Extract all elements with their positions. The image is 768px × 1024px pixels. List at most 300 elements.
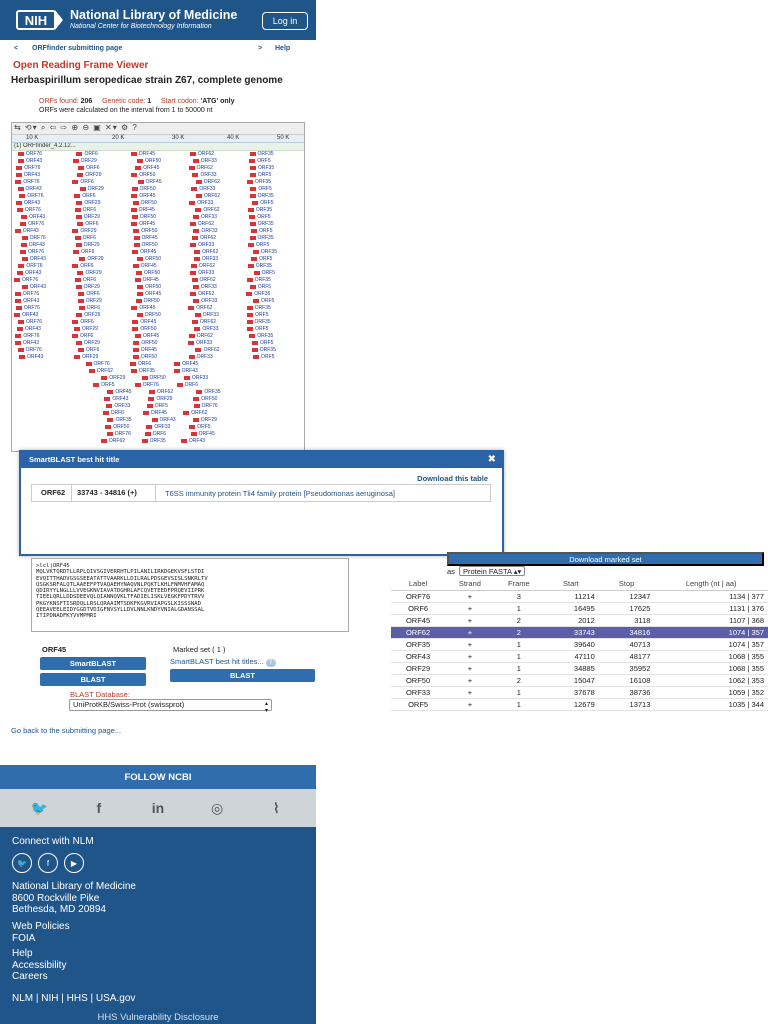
orf-feature[interactable]	[16, 263, 42, 269]
orf-feature[interactable]	[130, 214, 156, 220]
orf-feature[interactable]	[135, 158, 161, 164]
orf-feature[interactable]	[102, 396, 128, 402]
orf-feature[interactable]	[192, 403, 218, 409]
orf-feature[interactable]	[247, 333, 273, 339]
orf-feature[interactable]	[75, 221, 98, 227]
web-policies-link[interactable]: Web Policies	[12, 921, 70, 932]
orf-feature[interactable]	[189, 263, 215, 269]
rss-icon[interactable]: ⌇	[272, 799, 280, 816]
orf-feature[interactable]	[70, 263, 93, 269]
orf-feature-label: ORF33	[201, 228, 218, 234]
orf-feature[interactable]	[193, 312, 219, 318]
help-icon[interactable]: ?	[266, 659, 276, 667]
orf-arrow-icon	[78, 166, 84, 170]
viewer-track-label: (1) ORFfinder_4.2.12...	[12, 143, 304, 151]
orf-feature[interactable]	[191, 298, 217, 304]
orf-feature[interactable]	[140, 438, 166, 444]
orf-feature-label: ORF76	[25, 347, 42, 353]
orf-feature[interactable]	[71, 158, 97, 164]
orf-feature[interactable]	[134, 270, 160, 276]
orf-feature[interactable]	[18, 221, 44, 227]
orf-feature[interactable]	[179, 438, 205, 444]
orf-feature[interactable]	[74, 151, 97, 157]
orf-feature[interactable]	[250, 200, 273, 206]
column-header[interactable]: Length (nt | aa)	[654, 577, 768, 590]
orf-feature[interactable]	[191, 417, 217, 423]
orf-feature[interactable]	[131, 347, 157, 353]
orf-feature[interactable]	[187, 333, 213, 339]
orf-feature[interactable]	[193, 207, 219, 213]
orf-feature[interactable]	[188, 270, 214, 276]
orf-feature[interactable]	[249, 256, 272, 262]
orf-feature[interactable]	[84, 361, 110, 367]
orf-feature-label: ORF43	[159, 417, 176, 423]
orf-feature[interactable]	[14, 165, 40, 171]
linkedin-icon[interactable]: in	[151, 800, 165, 816]
orf-feature[interactable]	[77, 256, 103, 262]
orf-feature-label: ORF62	[157, 389, 174, 395]
orf-feature-label: ORF5	[260, 298, 275, 304]
nlm-facebook-icon[interactable]: f	[38, 853, 58, 873]
orf-feature[interactable]	[20, 284, 46, 290]
table-row[interactable]	[391, 602, 768, 614]
orf-feature[interactable]	[187, 165, 213, 171]
orf-feature[interactable]	[77, 305, 100, 311]
orf-feature[interactable]	[251, 298, 274, 304]
orf-feature-label: ORF43	[29, 214, 46, 220]
orf-feature[interactable]	[245, 277, 271, 283]
orf-feature[interactable]	[191, 158, 217, 164]
orf-feature[interactable]	[244, 291, 270, 297]
table-row[interactable]	[391, 590, 768, 602]
table-row: ORF62 33743 - 34816 (+) T6SS immunity protein Tli4 family protein [Pseudomonas aeruginosa]	[31, 484, 491, 502]
orf-feature[interactable]	[134, 298, 160, 304]
orf-feature[interactable]	[70, 333, 93, 339]
orf-feature[interactable]	[143, 431, 166, 437]
orf-feature-label: ORF35	[259, 347, 276, 353]
table-row[interactable]	[391, 698, 768, 710]
orf-feature[interactable]	[76, 165, 99, 171]
orf-feature[interactable]	[13, 333, 39, 339]
orf-feature[interactable]	[192, 256, 218, 262]
orf-feature[interactable]	[145, 403, 168, 409]
orf-arrow-icon	[193, 215, 199, 219]
orf-arrow-icon	[18, 152, 24, 156]
orf-feature[interactable]	[73, 235, 96, 241]
orf-feature[interactable]	[248, 151, 274, 157]
orf-feature[interactable]	[20, 235, 46, 241]
orf-feature[interactable]	[188, 221, 214, 227]
orf-feature[interactable]	[250, 340, 273, 346]
orf-feature[interactable]	[13, 228, 39, 234]
orf-feature[interactable]	[191, 284, 217, 290]
orf-feature[interactable]	[247, 214, 270, 220]
orf-feature[interactable]	[191, 396, 217, 402]
orf-feature[interactable]	[129, 305, 155, 311]
orf-feature[interactable]	[74, 200, 100, 206]
orf-feature[interactable]	[70, 179, 93, 185]
orf-feature[interactable]	[20, 256, 46, 262]
orf-feature[interactable]	[13, 291, 39, 297]
orf-feature[interactable]	[131, 200, 157, 206]
orf-feature[interactable]	[245, 326, 268, 332]
orf-feature[interactable]	[17, 354, 43, 360]
orf-feature[interactable]	[129, 207, 155, 213]
orf-feature-label: ORF62	[197, 221, 214, 227]
orf-feature[interactable]	[101, 410, 124, 416]
orf-feature-label: ORF5	[255, 242, 270, 248]
format-select[interactable]: Protein FASTA ▴▾	[459, 566, 525, 576]
orf-feature[interactable]	[246, 242, 269, 248]
blast-button[interactable]: BLAST	[40, 673, 146, 686]
nlm-twitter-icon[interactable]: 🐦	[12, 853, 32, 873]
download-marked-set-button[interactable]: Download marked set	[447, 552, 764, 566]
orf-feature[interactable]	[135, 291, 161, 297]
orf-arrow-icon	[196, 194, 202, 198]
orf-feature[interactable]	[16, 319, 42, 325]
orf-feature[interactable]	[18, 249, 44, 255]
back-arrow-icon[interactable]: <	[14, 45, 19, 52]
orf-arrow-icon	[132, 250, 138, 254]
orf-feature[interactable]	[245, 179, 271, 185]
orf-feature[interactable]	[189, 186, 215, 192]
column-header[interactable]: Frame	[495, 577, 544, 590]
orf-feature[interactable]	[248, 172, 271, 178]
orf-feature-label: ORF33	[199, 186, 216, 192]
orf-feature[interactable]	[103, 424, 129, 430]
orf-feature-label: ORF29	[84, 200, 101, 206]
orf-feature[interactable]	[248, 165, 274, 171]
orf-feature-label: ORF43	[23, 298, 40, 304]
orf-feature[interactable]	[99, 375, 125, 381]
orf-feature[interactable]	[129, 221, 155, 227]
orf-feature[interactable]	[188, 291, 214, 297]
table-cell: ORF29	[391, 662, 445, 674]
orf-track[interactable]	[12, 151, 304, 451]
orf-feature[interactable]	[248, 284, 271, 290]
orf-feature[interactable]	[131, 263, 157, 269]
orf-feature[interactable]	[248, 193, 274, 199]
orf-feature[interactable]	[74, 284, 100, 290]
graphical-viewer[interactable]	[11, 122, 305, 452]
orf-feature[interactable]	[193, 347, 219, 353]
orf-feature[interactable]	[140, 375, 166, 381]
orf-feature[interactable]	[73, 277, 96, 283]
orf-feature[interactable]	[72, 326, 98, 332]
orf-arrow-icon	[20, 222, 26, 226]
orf-feature-label: ORF6	[85, 221, 99, 227]
help-footer-link[interactable]: Help	[12, 948, 33, 959]
orf-feature[interactable]	[146, 396, 172, 402]
orf-feature[interactable]	[72, 354, 98, 360]
orf-arrow-icon	[246, 292, 252, 296]
table-row[interactable]	[391, 662, 768, 674]
orf-feature[interactable]	[150, 417, 176, 423]
table-cell: ORF5	[391, 698, 445, 710]
orf-feature[interactable]	[250, 347, 276, 353]
viewer-toolbar[interactable]: ⇆ ⟲▾ ⌕ ⇦ ⇨ ⊕ ⊖ ▣ ✕▾ ⚙ ?	[12, 123, 304, 135]
orf-arrow-icon	[247, 327, 253, 331]
orf-feature[interactable]	[12, 312, 38, 318]
orf-feature[interactable]	[252, 270, 275, 276]
orf-feature[interactable]	[175, 382, 198, 388]
orf-arrow-icon	[193, 299, 199, 303]
orf-feature[interactable]	[129, 172, 155, 178]
orf-feature-label: ORF45	[150, 410, 167, 416]
orf-feature[interactable]	[14, 200, 40, 206]
orf-feature[interactable]	[75, 172, 101, 178]
orf-feature-label: ORF45	[142, 333, 160, 339]
orf-feature[interactable]	[247, 158, 270, 164]
orf-feature[interactable]	[189, 431, 215, 437]
orf-feature[interactable]	[12, 277, 38, 283]
orf-feature-label: ORF29	[85, 270, 102, 276]
orf-feature[interactable]	[91, 382, 114, 388]
orf-feature[interactable]	[245, 312, 268, 318]
orf-feature[interactable]	[16, 186, 42, 192]
orf-feature[interactable]	[74, 214, 100, 220]
orf-feature-label: ORF6	[80, 179, 94, 185]
orf-feature[interactable]	[245, 319, 271, 325]
download-table-link[interactable]: Download this table	[417, 474, 488, 483]
orf-feature[interactable]	[181, 410, 207, 416]
orf-feature-label: ORF43	[27, 354, 44, 360]
orf-feature-label: ORF29	[87, 186, 104, 192]
orf-arrow-icon	[177, 383, 183, 387]
column-header[interactable]: Stop	[599, 577, 655, 590]
orf-feature-label: ORF50	[149, 375, 166, 381]
orf-feature[interactable]	[14, 305, 40, 311]
table-cell: +	[445, 650, 494, 662]
orf-feature[interactable]	[76, 347, 99, 353]
help-links	[12, 948, 66, 983]
orf-feature[interactable]	[128, 361, 151, 367]
orf-feature[interactable]	[105, 389, 131, 395]
table-row[interactable]	[391, 614, 768, 626]
orf-feature[interactable]	[188, 151, 214, 157]
orf-feature[interactable]	[194, 179, 220, 185]
table-cell: 13713	[599, 698, 655, 710]
column-header[interactable]: Label	[391, 577, 445, 590]
orf-feature[interactable]	[13, 340, 39, 346]
orf-arrow-icon	[77, 271, 83, 275]
orf-feature[interactable]	[131, 354, 157, 360]
github-icon[interactable]: ◎	[211, 799, 224, 816]
orf-feature[interactable]	[192, 249, 218, 255]
table-row[interactable]	[391, 626, 768, 638]
orf-feature-label: ORF5	[259, 256, 273, 262]
orf-feature[interactable]	[136, 179, 162, 185]
orf-feature[interactable]	[87, 368, 113, 374]
orf-feature[interactable]	[133, 382, 159, 388]
orf-feature[interactable]	[246, 207, 272, 213]
orf-feature[interactable]	[105, 417, 131, 423]
orf-feature[interactable]	[187, 354, 213, 360]
orf-arrow-icon	[248, 264, 254, 268]
orf-feature[interactable]	[17, 193, 43, 199]
orf-feature[interactable]	[99, 438, 125, 444]
orf-feature[interactable]	[73, 207, 96, 213]
orf-feature[interactable]	[141, 410, 167, 416]
forward-arrow-icon[interactable]: >	[258, 45, 263, 52]
orf-feature[interactable]	[105, 431, 131, 437]
orf-feature[interactable]	[191, 214, 217, 220]
orf-arrow-icon	[174, 369, 180, 373]
orf-feature[interactable]	[70, 319, 93, 325]
orf-feature[interactable]	[74, 340, 100, 346]
orf-arrow-icon	[253, 355, 259, 359]
brand-subtitle: National Center for Biotechnology Information	[70, 23, 212, 30]
orf-feature[interactable]	[190, 277, 216, 283]
table-cell: 16108	[599, 674, 655, 686]
help-link[interactable]: Help	[275, 45, 291, 52]
orf-feature[interactable]	[190, 319, 216, 325]
hhs-vulnerability-link[interactable]: HHS Vulnerability Disclosure	[0, 1012, 316, 1024]
hit-link[interactable]: T6SS immunity protein Tli4 family protein [Pseudomonas aeruginosa]	[165, 488, 395, 498]
orf-feature[interactable]	[172, 361, 198, 367]
nih-logo[interactable]: NIH	[16, 10, 56, 30]
orf-feature[interactable]	[70, 228, 96, 234]
orf-feature[interactable]	[192, 326, 218, 332]
gov-links[interactable]: NLM | NIH | HHS | USA.gov	[12, 993, 136, 1004]
orf-arrow-icon	[135, 278, 141, 282]
orf-feature[interactable]	[248, 221, 274, 227]
orf-feature[interactable]	[248, 186, 271, 192]
orf-feature-label: ORF50	[140, 200, 157, 206]
orf-feature[interactable]	[191, 228, 217, 234]
brand[interactable]	[70, 9, 237, 31]
orf-feature[interactable]	[74, 242, 100, 248]
foia-link[interactable]: FOIA	[12, 932, 36, 944]
orf-arrow-icon	[15, 180, 21, 184]
column-header[interactable]: Strand	[445, 577, 494, 590]
orf-feature[interactable]	[71, 249, 94, 255]
orf-feature[interactable]	[133, 165, 159, 171]
orf-feature[interactable]	[186, 305, 212, 311]
orf-feature[interactable]	[194, 389, 220, 395]
orf-feature[interactable]	[13, 298, 39, 304]
orf-feature[interactable]	[131, 340, 157, 346]
table-cell: 1068 | 355	[654, 662, 768, 674]
table-row[interactable]	[391, 674, 768, 686]
orf-feature[interactable]	[130, 249, 156, 255]
orf-feature[interactable]	[129, 193, 155, 199]
orf-feature[interactable]	[16, 151, 42, 157]
orf-feature[interactable]	[172, 368, 198, 374]
orf-arrow-icon	[192, 236, 198, 240]
facebook-icon[interactable]: f	[96, 800, 102, 816]
orf-feature[interactable]	[190, 235, 216, 241]
orf-feature[interactable]	[15, 270, 41, 276]
orf-feature[interactable]	[246, 263, 272, 269]
orf-feature[interactable]	[135, 312, 161, 318]
close-icon[interactable]: ✖	[487, 454, 496, 465]
orf-feature[interactable]	[129, 368, 155, 374]
orf-feature[interactable]	[188, 242, 214, 248]
orf-feature[interactable]	[78, 186, 104, 192]
orf-feature[interactable]	[15, 207, 41, 213]
orf-feature[interactable]	[187, 424, 210, 430]
orf-feature[interactable]	[249, 228, 272, 234]
orf-feature[interactable]	[190, 172, 216, 178]
orf-feature[interactable]	[248, 235, 274, 241]
orf-feature[interactable]	[194, 193, 220, 199]
table-row[interactable]	[391, 686, 768, 698]
orf-feature[interactable]	[187, 200, 213, 206]
orf-feature[interactable]	[133, 277, 159, 283]
orf-arrow-icon	[191, 432, 197, 436]
orf-feature[interactable]	[19, 242, 45, 248]
submitting-page-link[interactable]: ORFfinder submitting page	[32, 45, 123, 52]
orf-feature[interactable]	[130, 326, 156, 332]
orf-feature[interactable]	[132, 235, 158, 241]
careers-link[interactable]: Careers	[12, 971, 48, 982]
go-back-link[interactable]: Go back to the submitting page...	[11, 726, 122, 735]
table-cell: 2	[495, 614, 544, 626]
smartblast-button[interactable]: SmartBLAST	[40, 657, 146, 670]
orf-feature[interactable]	[76, 291, 99, 297]
marked-blast-button[interactable]: BLAST	[170, 669, 315, 682]
orf-feature[interactable]	[135, 256, 161, 262]
table-row[interactable]	[391, 638, 768, 650]
orf-feature[interactable]	[132, 242, 158, 248]
orf-feature[interactable]	[129, 151, 155, 157]
orf-feature[interactable]	[19, 214, 45, 220]
orf-feature[interactable]	[104, 403, 130, 409]
orf-feature[interactable]	[16, 158, 42, 164]
orf-feature[interactable]	[74, 312, 100, 318]
orf-feature[interactable]	[147, 389, 173, 395]
orf-arrow-icon	[132, 215, 138, 219]
twitter-icon[interactable]: 🐦	[30, 799, 49, 816]
orf-arrow-icon	[196, 390, 202, 394]
orf-feature[interactable]	[13, 179, 39, 185]
orf-feature[interactable]	[133, 333, 159, 339]
orf-feature[interactable]	[251, 249, 277, 255]
orf-arrow-icon	[17, 271, 23, 275]
table-row[interactable]	[391, 650, 768, 662]
orf-feature[interactable]	[75, 270, 101, 276]
smartblast-titles-link[interactable]: SmartBLAST best hit titles... ?	[170, 657, 276, 667]
nlm-youtube-icon[interactable]: ▶	[64, 853, 84, 873]
orf-feature[interactable]	[135, 284, 161, 290]
column-header[interactable]: Start	[543, 577, 599, 590]
orf-arrow-icon	[77, 173, 83, 177]
database-select[interactable]: UniProtKB/Swiss-Prot (swissprot) ▴▾	[69, 699, 272, 711]
login-button[interactable]: Log in	[262, 12, 308, 30]
orf-feature[interactable]	[182, 375, 208, 381]
orf-feature[interactable]	[245, 305, 271, 311]
orf-feature[interactable]	[144, 424, 170, 430]
orf-feature[interactable]	[76, 298, 102, 304]
orf-feature[interactable]	[186, 340, 212, 346]
orf-feature[interactable]	[15, 326, 41, 332]
orf-feature[interactable]	[72, 193, 95, 199]
orf-feature[interactable]	[130, 186, 156, 192]
orf-arrow-icon	[18, 187, 24, 191]
orf-arrow-icon	[74, 194, 80, 198]
orf-feature[interactable]	[16, 347, 42, 353]
orf-arrow-icon	[190, 243, 196, 247]
orf-feature[interactable]	[130, 319, 156, 325]
orf-feature-label: ORF6	[82, 193, 96, 199]
orf-arrow-icon	[250, 152, 256, 156]
accessibility-link[interactable]: Accessibility	[12, 959, 67, 971]
orf-feature[interactable]	[131, 228, 157, 234]
orf-feature[interactable]	[14, 172, 40, 178]
fasta-sequence[interactable]: >lcl|ORF45 MQLVKTQRDTLLRPLQIVSGIVERRHTLPILANILIRKDGEKVSFLSTDI EVQITTHADVGSGSEEATATTVAARKLLDILRALPDSGEVSISLSNKRLTV QSGKSRFALQTLAAEEFPTVAQAEHYNAQVNLPQKTLKHLFNMVHFAMAQ QDIRYYLNGLLLVVEGKNVIAVATDGHRLAFCQVETEEDFPRQEVIIPRK TIEELQRLLDDSDEEVQLQIANNQVKLTFADIELISKLVEGKFPDYTRVV PKGYKNSFTISRDQLLRSLQRAAIMTSDKFKGVRVIAPGSLKISSSNAD QEEAVEELEIDYGGDTVDIGFNVSYLLDVLNNLKNDYVNIALGDANSSAL ITIPDNADFKYVVMPMRI	[31, 558, 349, 632]
orf-feature[interactable]	[251, 354, 274, 360]
